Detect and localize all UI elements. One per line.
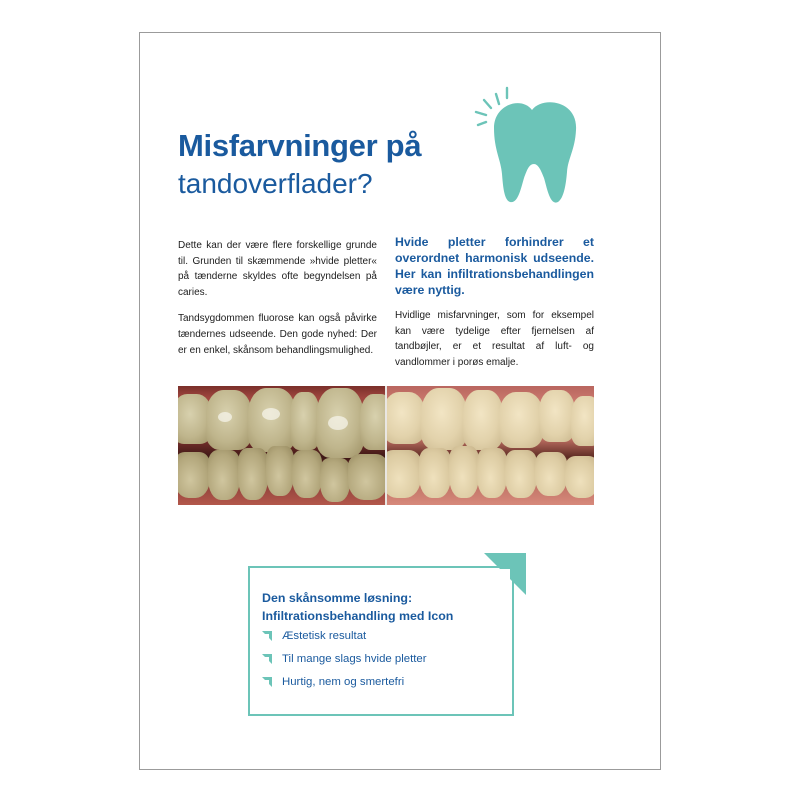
fluorose-paragraph: Tandsygdommen fluorose kan også påvirke tændernes udseende. Den gode nyhed: Der er en enkel, skånsom behandlingsmulighed. bbox=[178, 313, 377, 356]
tooth-sparkle-icon bbox=[472, 84, 584, 208]
infiltration-heading: Hvide pletter forhindrer et overordnet harmonisk udseende. Her kan infiltrationsbehandlingen være nyttig. bbox=[395, 235, 594, 297]
corner-bullet-icon bbox=[262, 631, 272, 641]
folded-corner-icon bbox=[484, 553, 526, 595]
benefit-label: Æstetisk resultat bbox=[282, 630, 367, 642]
intro-column bbox=[178, 238, 377, 369]
before-after-photo bbox=[178, 386, 594, 505]
solution-title-line2: Infiltrationsbehandling med Icon bbox=[262, 609, 454, 623]
solution-box-title bbox=[262, 589, 453, 625]
benefit-label: Til mange slags hvide pletter bbox=[282, 653, 427, 665]
benefit-list bbox=[262, 629, 427, 698]
solution-title-line1: Den skånsomme løsning: bbox=[262, 591, 413, 605]
intro-paragraph: Dette kan der være flere forskellige grunde til. Grunden til skæmmende »hvide pletter« på tænderne skyldes ofte begyndelsen på caries. bbox=[178, 240, 377, 298]
teeth-after-photo bbox=[387, 386, 594, 505]
page-subtitle: tandoverflader? bbox=[178, 168, 373, 199]
list-item bbox=[262, 652, 427, 675]
list-item bbox=[262, 629, 427, 652]
page-title: Misfarvninger på bbox=[178, 128, 422, 163]
infiltration-column bbox=[395, 234, 594, 381]
teeth-before-photo bbox=[178, 386, 385, 505]
benefit-label: Hurtig, nem og smertefri bbox=[282, 676, 405, 688]
corner-bullet-icon bbox=[262, 677, 272, 687]
list-item bbox=[262, 675, 427, 698]
corner-bullet-icon bbox=[262, 654, 272, 664]
infiltration-paragraph: Hvidlige misfarvninger, som for eksempel kan være tydelige efter fjernelsen af tandbøjler, er et resultat af luft- og vandlommer i porøs emalje. bbox=[395, 310, 594, 368]
